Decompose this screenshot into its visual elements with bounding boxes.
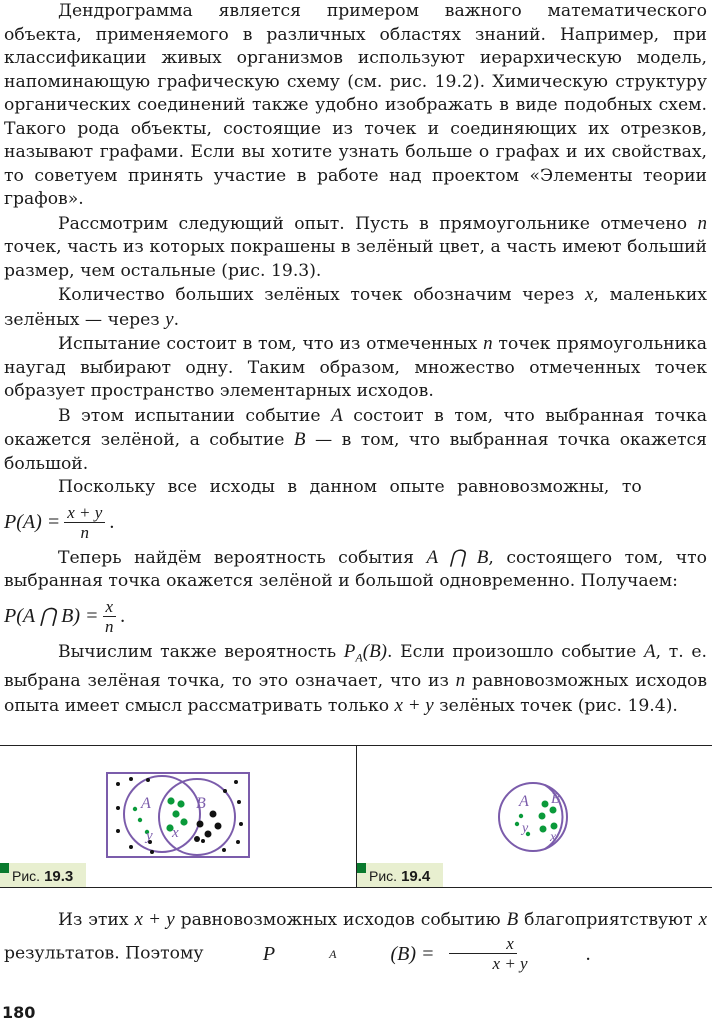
paragraph-graphs: Дендрограмма является примером важного математического объекта, применяемого в различных областях знаний. Например, при классификации живых организмов используют иерархическую модель, напоминающую графическую схему (см. рис. 19.2). Химическую структуру органических соединений также удобно изображать в виде подобных схем. Такого рода объекты, состоящие из точек и соединяющих их отрезков, называют графами. Если вы хотите узнать больше о графах и их свойствах, то советуем принять участие в работе над проектом «Элементы теории графов». bbox=[4, 1, 707, 209]
paragraph-intersection: Теперь найдём вероятность события A ⋂ B, состоящего том, что выбранная точка окажется зелёной и большой одновременно. Получаем: bbox=[4, 546, 707, 591]
circle-A bbox=[124, 776, 200, 852]
large-black-points bbox=[194, 811, 222, 843]
label-B: B bbox=[196, 795, 206, 812]
formula-PAcapB: P(A ⋂ B) = $\frac{x}{n}$ . bbox=[4, 596, 126, 636]
caption-19-4: Рис. 19.4 bbox=[357, 863, 443, 887]
main-text bbox=[4, 0, 707, 718]
paragraph-conditional: Вычислим также вероятность $P_A(B)$. Если произошло событие A, т. е. выбрана зелёная точка, то это означает, что из n равновозможных исходов опыта имеет смысл рассматривать только x + y зелёных точек (рис. 19.4). bbox=[4, 640, 708, 716]
page-number: 180 bbox=[2, 1003, 36, 1022]
label-x: x bbox=[550, 830, 557, 845]
caption-19-3: Рис. 19.3 bbox=[0, 863, 86, 887]
label-B: B bbox=[551, 791, 561, 807]
paragraph-equiprobable: Поскольку все исходы в данном опыте равновозможны, то bbox=[58, 477, 642, 497]
figures-row bbox=[0, 745, 712, 887]
figure-19-3 bbox=[0, 745, 357, 888]
label-x: x bbox=[172, 825, 179, 841]
caption-marker bbox=[0, 863, 9, 873]
figure-19-4 bbox=[356, 745, 712, 888]
paragraph-events: В этом испытании событие A состоит в том, что выбранная точка окажется зелёной, а событие B — в том, что выбранная точка окажется большой. bbox=[4, 404, 707, 474]
formula-PAB: P A (B) = $\frac{x}{x + y}$ . bbox=[262, 934, 591, 973]
paragraph-conclusion: Из этих x + y равновозможных исходов событию B благоприятствуют x результатов. Поэтому P A (B) = $\frac{x}{x + y}$ . bbox=[4, 909, 708, 973]
bottom-text bbox=[4, 905, 707, 973]
caption-marker bbox=[357, 863, 366, 873]
paragraph-trial: Испытание состоит в том, что из отмеченных n точек прямоугольника наугад выбирают одну. Таким образом, множество отмеченных точек образует пространство элементарных исходов. bbox=[4, 333, 707, 401]
label-A: A bbox=[519, 793, 529, 810]
formula-PA: P(A) = $\frac{x + y}{n}$ . bbox=[4, 502, 115, 542]
label-A: A bbox=[141, 795, 151, 812]
label-y: y bbox=[522, 821, 529, 836]
paragraph-experiment: Рассмотрим следующий опыт. Пусть в прямоугольнике отмечено n точек, часть из которых покрашены в зелёный цвет, а часть имеют больший размер, чем остальные (рис. 19.3). bbox=[4, 212, 707, 281]
label-y: y bbox=[146, 828, 153, 844]
paragraph-counts: Количество больших зелёных точек обозначим через x, маленьких зелёных — через y. bbox=[4, 284, 707, 330]
